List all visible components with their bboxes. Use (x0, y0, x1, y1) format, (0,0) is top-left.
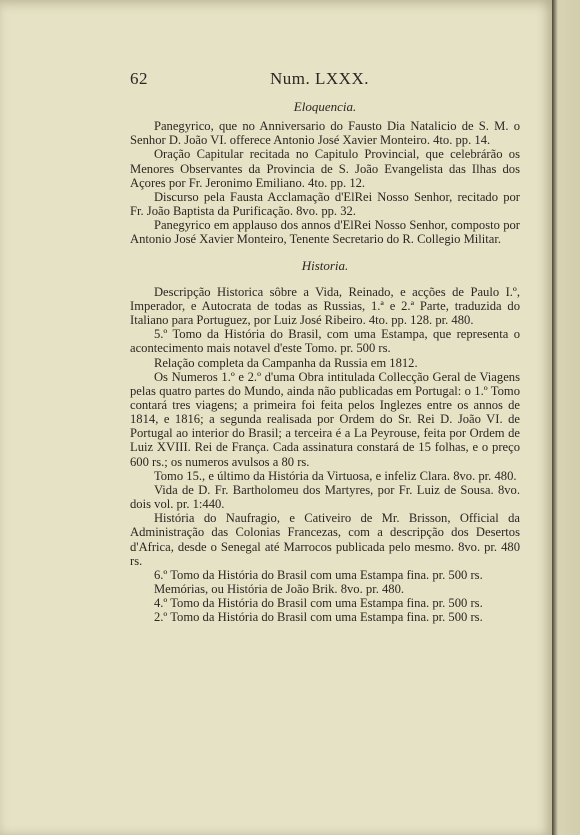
list-item: Discurso pela Fausta Acclamação d'ElRei Nosso Senhor, recitado por Fr. João Baptista da Purificação. 8vo. pp. 32. (130, 189, 520, 219)
list-item: Os Numeros 1.º e 2.º d'uma Obra intitulada Collecção Geral de Viagens pelas quatro partes do Mundo, ainda não publicadas em Portugal: o 1.º Tomo contará tres viagens; a primeira foi feita pelos Inglezes entre os annos de 1814, e 1816; a segunda realisada por Ordem do Sr. Rei D. João VI. de Portugal ao interior do Brasil; a terceira é a La Peyrouse, feita por Ordem de Luiz XVIII. Rei de França. Cada assinatura constará de 15 folhas, e o preço 600 rs.; os numeros avulsos a 80 rs. (130, 369, 520, 469)
section-title-eloquencia: Eloquencia. (293, 99, 357, 114)
list-item: 2.º Tomo da História do Brasil com uma Estampa fina. pr. 500 rs. (153, 610, 483, 625)
next-page-edge (552, 0, 580, 835)
list-item: 4.º Tomo da História do Brasil com uma Estampa fina. pr. 500 rs. (153, 596, 483, 611)
list-item: Panegyrico em applauso dos annos d'ElRei Nosso Senhor, composto por Antonio José Xavier Monteiro, Tenente Secretario do R. Collegio Militar. (130, 218, 520, 247)
list-item: 6.º Tomo da História do Brasil com uma Estampa fina. pr. 500 rs. (153, 567, 483, 582)
page-number: 62 (130, 69, 148, 88)
list-item: Memórias, ou História de João Brik. 8vo. pr. 480. (153, 582, 405, 596)
list-item: História do Naufragio, e Cativeiro de Mr. Brisson, Official da Administração das Colonias Francezas, com a descripção dos Desertos d'Africa, desde o Senegal até Marrocos publicada pelo mesmo. 8vo. pr. 480 rs. (130, 511, 520, 568)
list-item: 5.º Tomo da História do Brasil, com uma Estampa, que representa o acontecimento mais notavel d'este Tomo. pr. 500 rs. (130, 327, 520, 356)
section-title-historia: Historia. (301, 257, 349, 273)
running-header (130, 69, 520, 100)
issue-number: Num. LXXX. (270, 69, 369, 88)
list-item: Oração Capitular recitada no Capitulo Provincial, que celebrárão os Menores Observantes da Provincia de S. João Evangelista das Ilhas dos Açores por Fr. Jeronimo Emiliano. 4to. pp. 12. (130, 147, 520, 190)
list-item: Descripção Historica sôbre a Vida, Reinado, e acções de Paulo I.º, Imperador, e Autocrata de todas as Russias, 1.ª e 2.ª Parte, traduzida do Italiano para Portuguez, por Luiz José Ribeiro. 4to. pp. 128. pr. 480. (130, 284, 520, 328)
list-item: Relação completa da Campanha da Russia em 1812. (153, 355, 418, 370)
page-content (130, 69, 520, 625)
list-item: Tomo 15., e último da História da Virtuosa, e infeliz Clara. 8vo. pr. 480. (153, 468, 517, 483)
list-item: Vida de D. Fr. Bartholomeu dos Martyres, por Fr. Luiz de Sousa. 8vo. dois vol. pr. 1:440. (130, 482, 520, 512)
list-item: Panegyrico, que no Anniversario do Fausto Dia Natalicio de S. M. o Senhor D. João VI. offerece Antonio José Xavier Monteiro. 4to. pp. 14. (130, 119, 520, 148)
